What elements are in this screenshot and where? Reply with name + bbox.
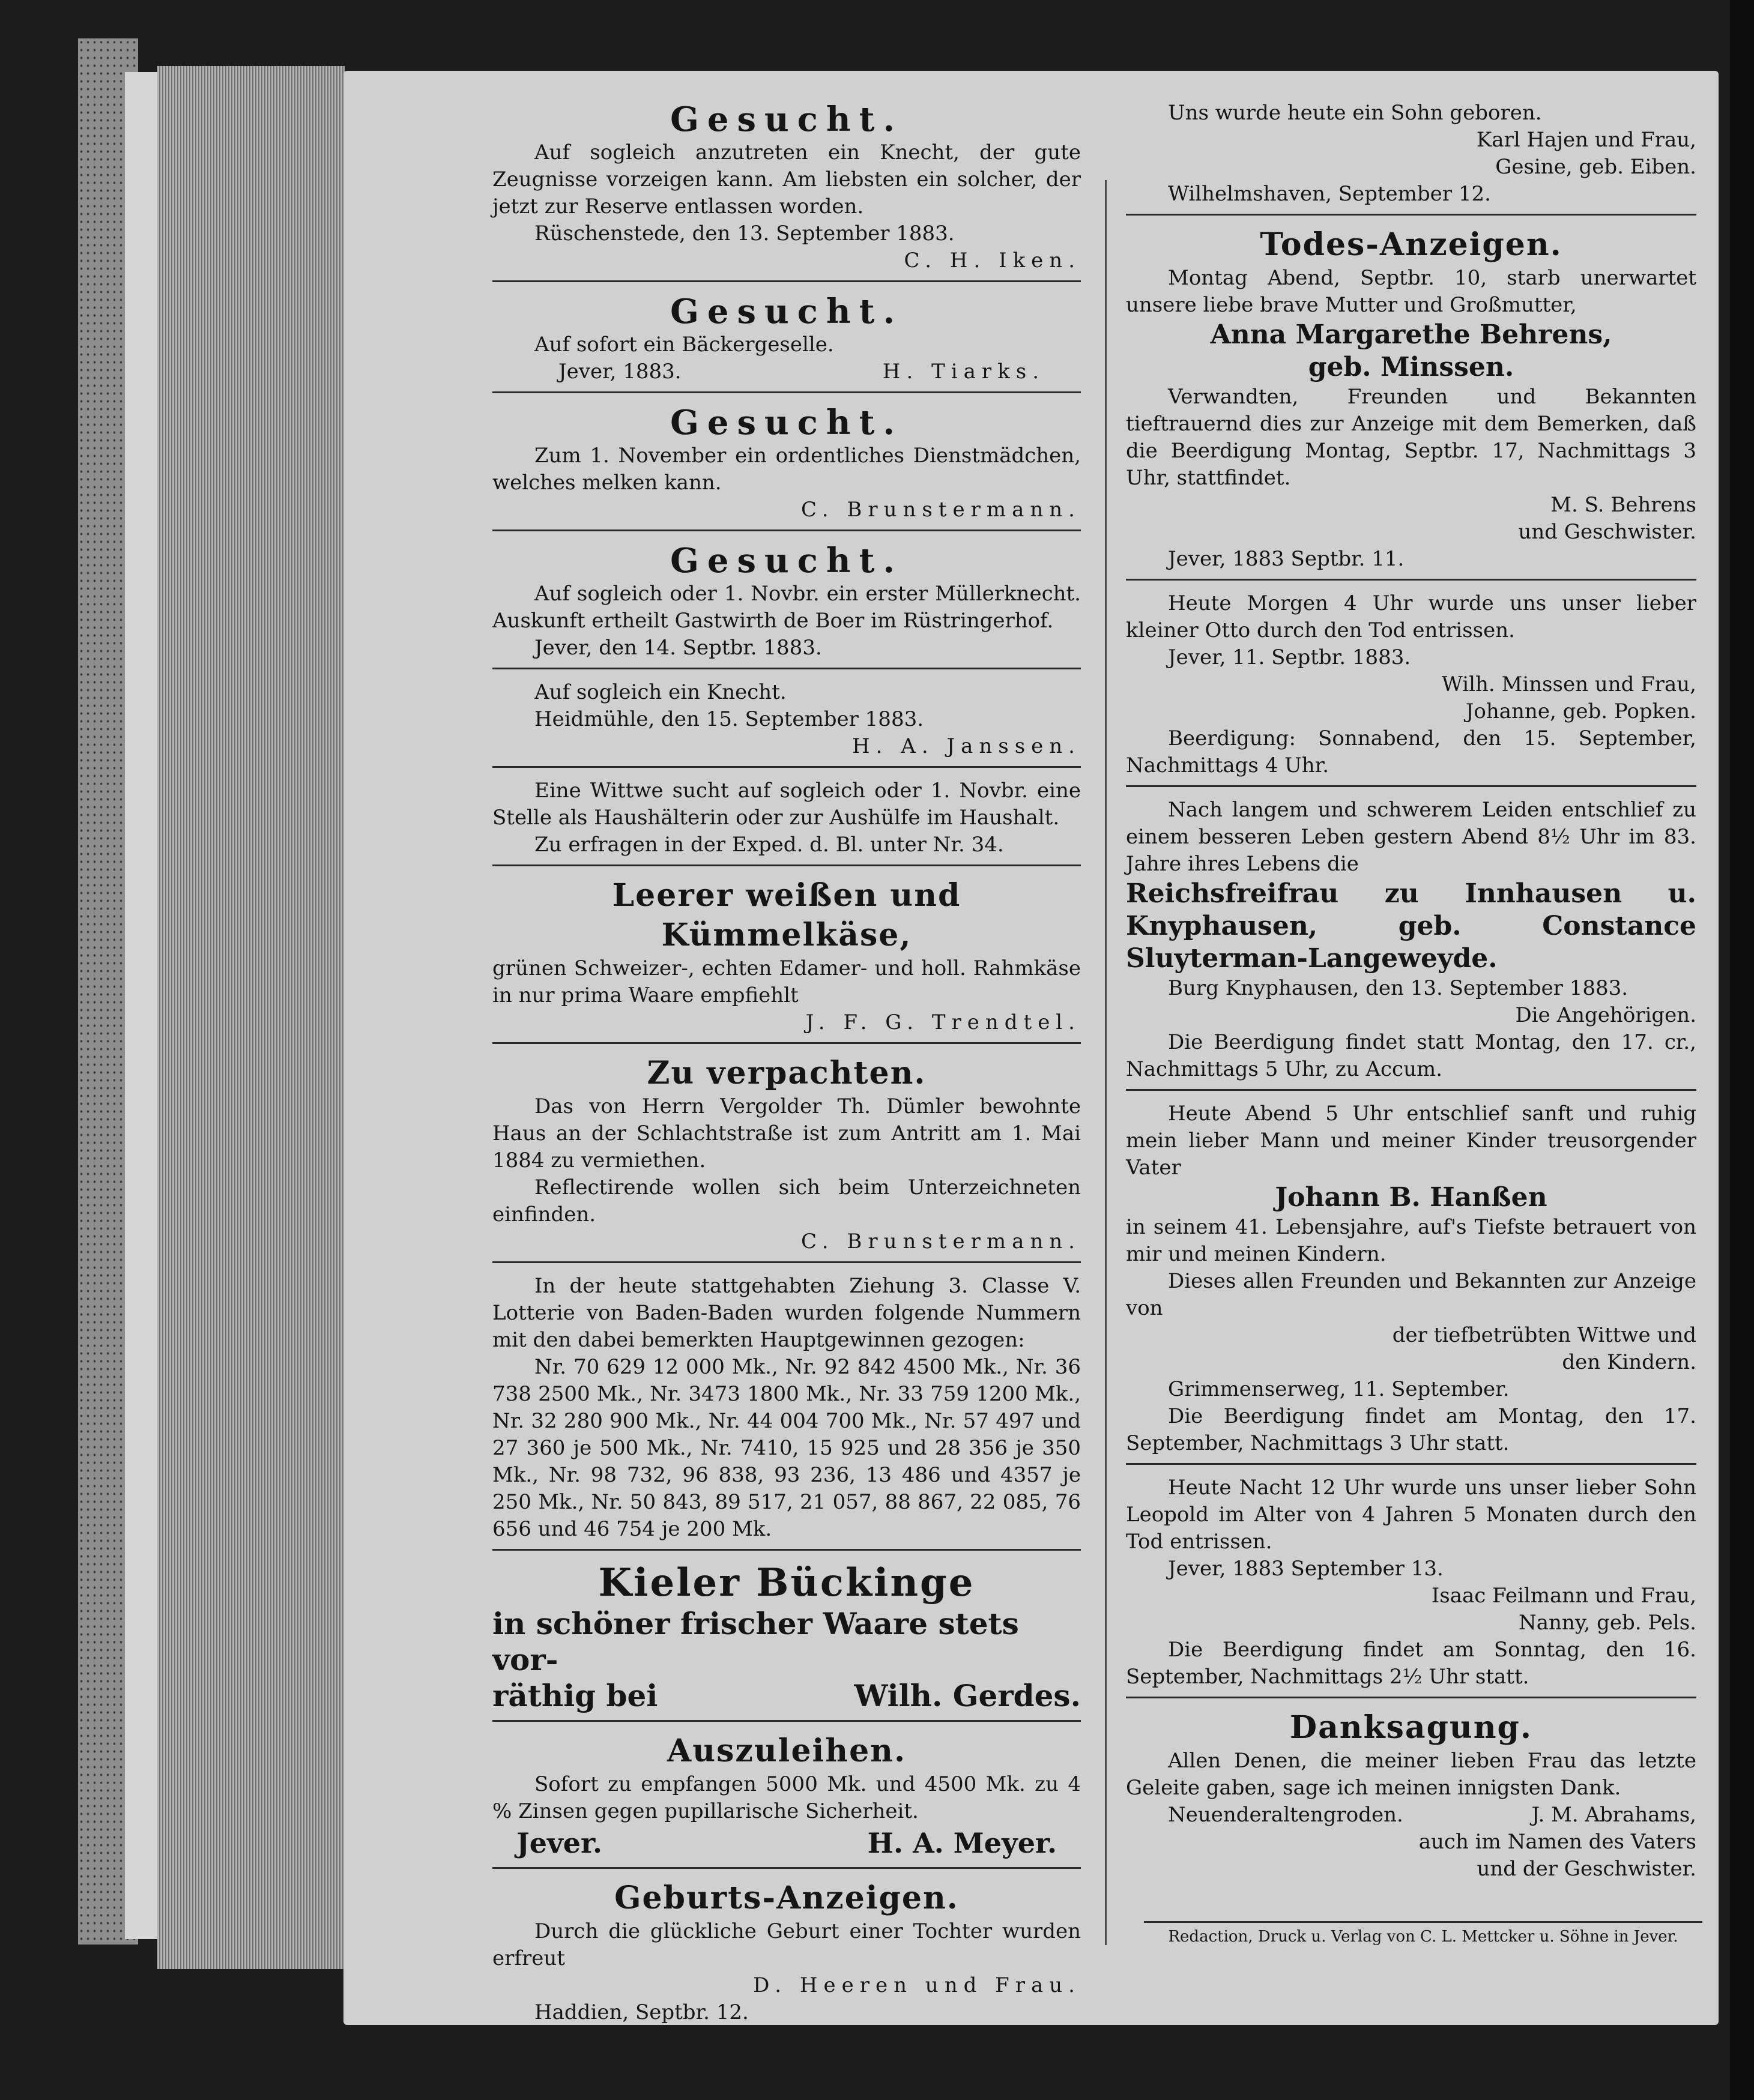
ad-heading: Gesucht. <box>670 403 903 442</box>
ad-signature-2: und Geschwister. <box>1518 520 1696 544</box>
ad-text: Zum 1. November ein ordentliches Dienstmädchen, welches melken kann. <box>492 444 1081 495</box>
ad-signature: H. A. Meyer. <box>867 1827 1057 1859</box>
ad-heading: Leerer weißen und Kümmelkäse, <box>612 877 961 953</box>
ad-text: Eine Wittwe sucht auf sogleich oder 1. Novbr. eine Stelle als Haushälterin oder zur Aushülfe im Haushalt. <box>492 779 1081 830</box>
ad-signature-1: Wilh. Minssen und Frau, <box>1441 672 1696 696</box>
ad-heading: Auszuleihen. <box>667 1733 907 1769</box>
ad-text: Heute Abend 5 Uhr entschlief sanft und ruhig mein lieber Mann und meiner Kinder treusorgender Vater <box>1126 1102 1696 1180</box>
ad-place-date: Jever, den 14. Septbr. 1883. <box>534 636 822 660</box>
ad-note: Zu erfragen in der Exped. d. Bl. unter Nr. 34. <box>534 833 1004 857</box>
ad-text: Das von Herrn Vergolder Th. Dümler bewohnte Haus an der Schlachtstraße ist zum Antritt am 1. Mai 1884 zu vermiethen. <box>492 1094 1081 1172</box>
ad-line-1: in schöner frischer Waare stets vor- <box>492 1606 1019 1677</box>
ad-signature: Wilh. Gerdes. <box>854 1678 1081 1713</box>
ad-signature-1: Isaac Feilmann und Frau, <box>1431 1584 1696 1608</box>
ad-kaese <box>492 872 1081 1044</box>
ad-heading: Gesucht. <box>670 292 903 331</box>
ad-signature: C. Brunstermann. <box>800 498 1081 522</box>
ad-place-date: Burg Knyphausen, den 13. September 1883. <box>1168 976 1628 1000</box>
ad-place-date: Jever, 11. Septbr. 1883. <box>1168 645 1411 669</box>
ad-signature-line <box>492 1825 1081 1861</box>
background-edge <box>1730 0 1754 2100</box>
ad-place-date: Rüschenstede, den 13. September 1883. <box>534 222 955 246</box>
ad-signature: C. Brunstermann. <box>800 1230 1081 1254</box>
ad-signature-1: Karl Hajen und Frau, <box>1476 128 1696 152</box>
ad-signature-2: auch im Namen des Vaters <box>1418 1830 1696 1854</box>
section-heading: Danksagung. <box>1289 1709 1533 1746</box>
ad-kieler-buecklinge <box>492 1557 1081 1722</box>
right-column <box>1126 96 1696 1895</box>
ad-knecht <box>492 675 1081 768</box>
death-notice-leopold <box>1126 1471 1696 1698</box>
ad-birth-son <box>1126 96 1696 216</box>
ad-text: grünen Schweizer-, echten Edamer- und holl. Rahmkäse in nur prima Waare empfiehlt <box>492 956 1081 1007</box>
deceased-name: Reichsfreifrau zu Innhausen u. Knyphausen, geb. Constance Sluyterman-Langeweyde. <box>1126 878 1696 974</box>
death-notice-knyphausen <box>1126 793 1696 1091</box>
ad-place-date: Jever, 1883 September 13. <box>1168 1557 1444 1581</box>
ad-signature-2: Johanne, geb. Popken. <box>1465 699 1696 723</box>
ad-numbers: Nr. 70 629 12 000 Mk., Nr. 92 842 4500 Mk., Nr. 36 738 2500 Mk., Nr. 3473 1800 Mk., Nr. 33 759 1200 Mk., Nr. 32 280 900 Mk., Nr. 44 004 700 Mk., Nr. 57 497 und 27 360 je 500 Mk., Nr. 7410, 15 925 und 28 356 je 350 Mk., Nr. 98 732, 96 838, 93 236, 13 486 und 4357 je 250 Mk., Nr. 50 843, 89 517, 21 057, 88 867, 22 085, 76 656 und 46 754 je 200 Mk. <box>492 1355 1081 1541</box>
ad-funeral: Die Beerdigung findet am Montag, den 17. September, Nachmittags 3 Uhr statt. <box>1126 1404 1696 1455</box>
ad-text: Heute Nacht 12 Uhr wurde uns unser lieber Sohn Leopold im Alter von 4 Jahren 5 Monaten durch den Tod entrissen. <box>1126 1476 1696 1554</box>
ad-signature: D. Heeren und Frau. <box>753 1973 1081 1997</box>
ad-signature-3: und der Geschwister. <box>1477 1857 1696 1881</box>
ad-line-2-left: räthig bei <box>492 1678 658 1713</box>
ad-geburts-anzeigen <box>492 1875 1081 2032</box>
ad-place-date: Haddien, Septbr. 12. <box>534 2000 749 2024</box>
page-edges <box>157 66 345 1969</box>
ad-funeral: Beerdigung: Sonnabend, den 15. September, Nachmittags 4 Uhr. <box>1126 726 1696 777</box>
ad-signature-2: Nanny, geb. Pels. <box>1519 1611 1696 1635</box>
death-notice-otto <box>1126 587 1696 787</box>
ad-text: Durch die glückliche Geburt einer Tochter wurden erfreut <box>492 1919 1081 1970</box>
ad-text: Auf sofort ein Bäckergeselle. <box>534 333 834 357</box>
ad-text: Auf sogleich ein Knecht. <box>534 680 787 704</box>
ad-text: Montag Abend, Septbr. 10, starb unerwartet unsere liebe brave Mutter und Großmutter, <box>1126 266 1696 317</box>
ad-gesucht-2 <box>492 288 1081 393</box>
ad-place-date: Wilhelmshaven, September 12. <box>1168 182 1491 206</box>
ad-heading: Geburts-Anzeigen. <box>614 1880 959 1916</box>
ad-signature: H. A. Janssen. <box>852 734 1081 758</box>
ad-heading: Gesucht. <box>670 541 903 581</box>
deceased-name: Anna Margarethe Behrens, <box>1210 319 1612 350</box>
ad-signature-2: den Kindern. <box>1562 1350 1696 1374</box>
ad-signature: Die Angehörigen. <box>1515 1003 1696 1027</box>
book-spine-strip <box>125 72 158 1939</box>
ad-lotterie <box>492 1269 1081 1551</box>
ad-heading: Zu verpachten. <box>647 1055 927 1091</box>
ad-line-2 <box>492 1678 1081 1714</box>
ad-signature-1: J. M. Abrahams, <box>1531 1803 1696 1827</box>
ad-text: Uns wurde heute ein Sohn geboren. <box>1168 101 1542 125</box>
ad-place-date: Heidmühle, den 15. September 1883. <box>534 707 924 731</box>
ad-signature: H. Tiarks. <box>882 360 1045 384</box>
ad-place-date: Grimmenserweg, 11. September. <box>1168 1377 1510 1401</box>
ad-text-2: in seinem 41. Lebensjahre, auf's Tiefste betrauert von mir und meinen Kindern. <box>1126 1215 1696 1266</box>
death-notice-behrens <box>1126 222 1696 581</box>
danksagung <box>1126 1704 1696 1889</box>
ad-place: Jever. <box>516 1827 603 1859</box>
ad-verpachten <box>492 1050 1081 1263</box>
ad-text: Auf sogleich anzutreten ein Knecht, der gute Zeugnisse vorzeigen kann. Am liebsten ein solcher, der jetzt zur Reserve entlassen worden. <box>492 140 1081 219</box>
ad-text-2: Verwandten, Freunden und Bekannten tieftrauernd dies zur Anzeige mit dem Bemerken, daß die Beerdigung Montag, Septbr. 17, Nachmittags 3 Uhr, stattfindet. <box>1126 385 1696 490</box>
ad-wittwe <box>492 774 1081 866</box>
left-column <box>492 96 1081 2038</box>
death-notice-hanssen <box>1126 1097 1696 1465</box>
ad-signature-line <box>492 358 1081 385</box>
ad-signature: C. H. Iken. <box>904 249 1081 273</box>
ad-funeral: Die Beerdigung findet am Sonntag, den 16. September, Nachmittags 2½ Uhr statt. <box>1126 1638 1696 1689</box>
ad-text: Sofort zu empfangen 5000 Mk. und 4500 Mk. zu 4 % Zinsen gegen pupillarische Sicherheit. <box>492 1772 1081 1823</box>
deceased-name: Johann B. Hanßen <box>1275 1182 1547 1213</box>
ad-text-3: Dieses allen Freunden und Bekannten zur Anzeige von <box>1126 1269 1696 1320</box>
deceased-maiden-name: geb. Minssen. <box>1308 352 1514 382</box>
ad-text: In der heute stattgehabten Ziehung 3. Classe V. Lotterie von Baden-Baden wurden folgende Nummern mit den dabei bemerkten Hauptgewinnen gezogen: <box>492 1274 1081 1352</box>
ad-gesucht-1 <box>492 96 1081 282</box>
ad-text-2: Reflectirende wollen sich beim Unterzeichneten einfinden. <box>492 1175 1081 1227</box>
ad-heading: Kieler Bückinge <box>598 1560 975 1605</box>
column-divider <box>1105 180 1107 1945</box>
section-heading: Todes-Anzeigen. <box>1260 226 1562 263</box>
ad-signature-1: M. S. Behrens <box>1550 493 1696 517</box>
ad-place-date: Jever, 1883 Septbr. 11. <box>1168 547 1405 571</box>
ad-heading: Gesucht. <box>670 100 903 139</box>
ad-text: Heute Morgen 4 Uhr wurde uns unser lieber kleiner Otto durch den Tod entrissen. <box>1126 591 1696 642</box>
ad-text: Allen Denen, die meiner lieben Frau das letzte Geleite gaben, sage ich meinen innigsten Dank. <box>1126 1749 1696 1800</box>
ad-place: Neuenderaltengroden. <box>1168 1803 1403 1827</box>
ad-signature-line <box>1126 1802 1696 1829</box>
ad-funeral: Die Beerdigung findet statt Montag, den 17. cr., Nachmittags 5 Uhr, zu Accum. <box>1126 1030 1696 1081</box>
ad-text: Nach langem und schwerem Leiden entschlief zu einem besseren Leben gestern Abend 8½ Uhr im 83. Jahre ihres Lebens die <box>1126 798 1696 876</box>
ad-text: Auf sogleich oder 1. Novbr. ein erster Müllerknecht. Auskunft ertheilt Gastwirth de Boer im Rüstringerhof. <box>492 582 1081 633</box>
ad-signature: J. F. G. Trendtel. <box>805 1010 1081 1034</box>
imprint-footer: Redaction, Druck u. Verlag von C. L. Mettcker u. Söhne in Jever. <box>1144 1921 1702 1947</box>
ad-signature-2: Gesine, geb. Eiben. <box>1495 155 1696 179</box>
ad-place: Jever, 1883. <box>558 360 682 384</box>
ad-auszuleihen <box>492 1728 1081 1869</box>
ad-signature-1: der tiefbetrübten Wittwe und <box>1392 1323 1696 1347</box>
ad-gesucht-3 <box>492 399 1081 531</box>
ad-gesucht-4 <box>492 537 1081 669</box>
